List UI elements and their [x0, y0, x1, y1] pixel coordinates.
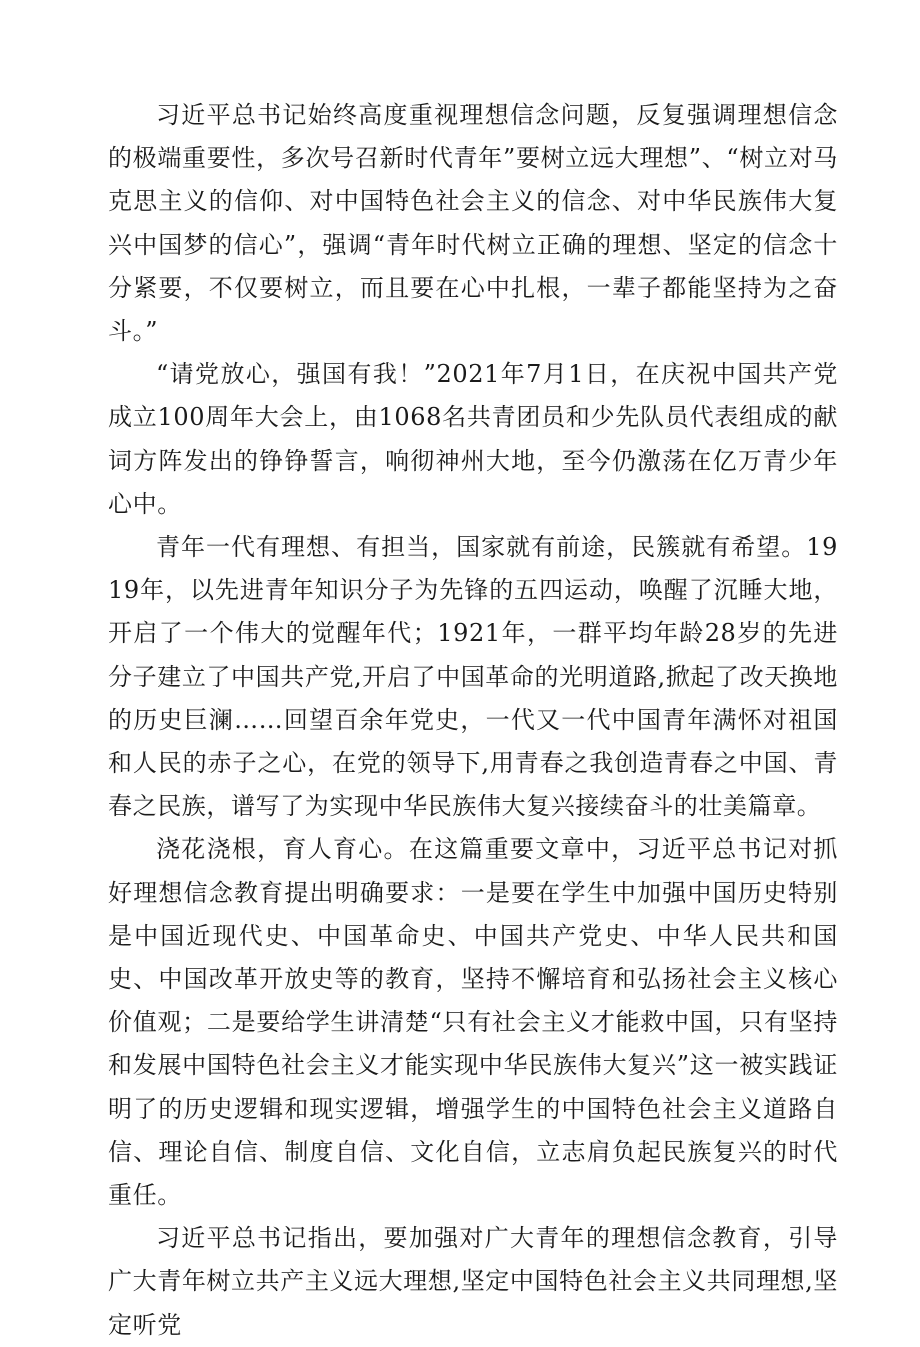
paragraph-4: 浇花浇根，育人育心。在这篇重要文章中，习近平总书记对抓好理想信念教育提出明确要求：一是要在学生中加强中国历史特别是中国近现代史、中国革命史、中国共产党史、中华人民共和国史、中国改革开放史等的教育，坚持不懈培育和弘扬社会主义核心价值观；二是要给学生讲清楚“只有社会主义才能救中国，只有坚持和发展中国特色社会主义才能实现中华民族伟大复兴”这一被实践证明了的历史逻辑和现实逻辑，增强学生的中国特色社会主义道路自信、理论自信、制度自信、文化自信，立志肩负起民族复兴的时代重任。: [108, 835, 838, 1210]
paragraph-2: “请党放心，强国有我！”2021年7月1日，在庆祝中国共产党成立100周年大会上，由1068名共青团员和少先队员代表组成的献词方阵发出的铮铮誓言，响彻神州大地，至今仍激荡在亿万青少年心中。: [108, 360, 838, 518]
document-body: [108, 94, 838, 1347]
paragraph-5: 习近平总书记指出，要加强对广大青年的理想信念教育，引导广大青年树立共产主义远大理想,坚定中国特色社会主义共同理想,坚定听党: [108, 1224, 838, 1339]
paragraph-1: 习近平总书记始终高度重视理想信念问题，反复强调理想信念的极端重要性，多次号召新时代青年”要树立远大理想”、“树立对马克思主义的信仰、对中国特色社会主义的信念、对中华民族伟大复兴中国梦的信心”，强调“青年时代树立正确的理想、坚定的信念十分紧要，不仅要树立，而且要在心中扎根，一辈子都能坚持为之奋斗。”: [108, 101, 838, 346]
paragraph-3: 青年一代有理想、有担当，国家就有前途，民簇就有希望。1919年，以先进青年知识分子为先锋的五四运动，唤醒了沉睡大地，开启了一个伟大的觉醒年代；1921年，一群平均年龄28岁的先进分子建立了中国共产党,开启了中国革命的光明道路,掀起了改天换地的历史巨澜……回望百余年党史，一代又一代中国青年满怀对祖国和人民的赤子之心，在党的领导下,用青春之我创造青春之中国、青春之民族，谱写了为实现中华民族伟大复兴接续奋斗的壮美篇章。: [108, 533, 838, 821]
